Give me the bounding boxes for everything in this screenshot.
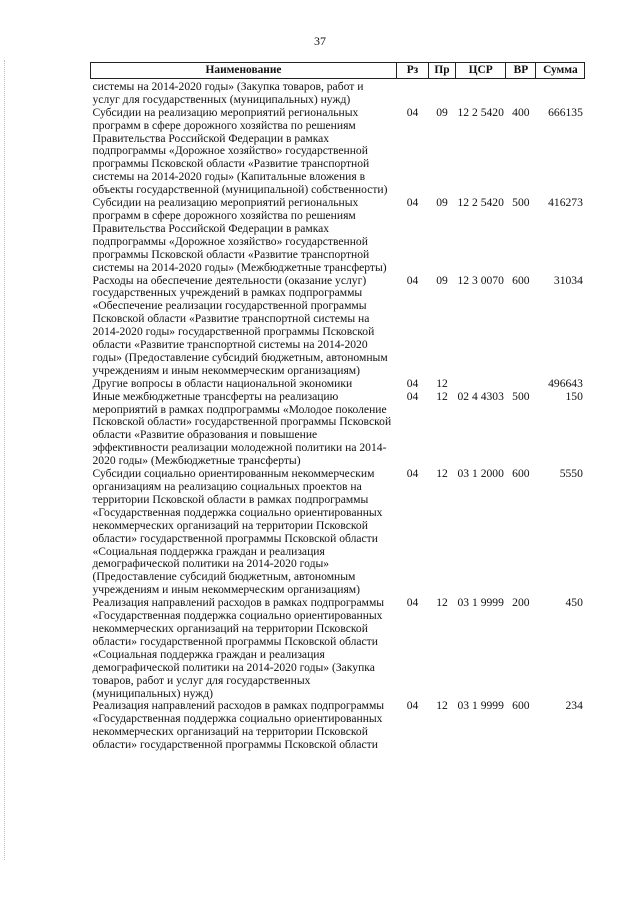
table-row	[91, 275, 585, 378]
table-row	[91, 378, 585, 391]
row-pr: 12	[436, 389, 448, 403]
table-row	[91, 468, 585, 597]
row-name: Иные межбюджетные трансферты на реализацию мероприятий в рамках подпрограммы «Молодое поколение Псковской области» государственной программы Псковской области «Развитие образования и повышение эффективности реализации молодежной политики на 2014-2020 годы» (Межбюджетные трансферты)	[92, 389, 392, 468]
row-rz: 04	[406, 273, 419, 287]
row-rz	[397, 78, 429, 106]
row-name: Реализация направлений расходов в рамках подпрограммы «Государственная поддержка социально ориентированных некоммерческих организаций на территории Псковской области» государственной программы Псковской области	[92, 699, 385, 752]
header-csr: ЦСР	[456, 63, 506, 79]
row-sum: 150	[565, 389, 583, 403]
row-sum: 31034	[553, 273, 583, 287]
row-pr: 09	[436, 196, 448, 210]
table-row	[91, 700, 585, 752]
row-rz: 04	[406, 105, 419, 119]
row-pr: 12	[436, 596, 448, 610]
header-vr: ВР	[506, 63, 536, 79]
row-pr: 09	[436, 273, 448, 287]
page-number: 37	[314, 34, 326, 48]
header-pr: Пр	[429, 63, 456, 79]
header-sum: Сумма	[536, 63, 585, 79]
row-vr	[506, 378, 536, 391]
row-vr: 600	[512, 273, 530, 287]
row-vr: 600	[512, 699, 530, 713]
table-header-row	[91, 63, 585, 79]
row-vr: 500	[512, 389, 530, 403]
row-vr: 200	[512, 596, 530, 610]
row-pr: 12	[436, 376, 448, 390]
row-csr: 12 2 5420	[457, 105, 504, 119]
row-name: Субсидии на реализацию мероприятий региональных программ в сфере дорожного хозяйства по решениям Правительства Российской Федерации в рамках подпрограммы «Дорожное хозяйство» государственной программы Псковской области «Развитие транспортной системы на 2014-2020 годы» (Капитальные вложения в объекты государственной (муниципальной) собственности)	[92, 105, 388, 197]
table-row	[91, 78, 585, 106]
row-rz: 04	[406, 596, 419, 610]
row-name: Субсидии на реализацию мероприятий региональных программ в сфере дорожного хозяйства по решениям Правительства Российской Федерации в рамках подпрограммы «Дорожное хозяйство» государственной программы Псковской области «Развитие транспортной системы на 2014-2020 годы» (Межбюджетные трансферты)	[92, 196, 387, 274]
row-vr: 500	[512, 196, 530, 210]
row-csr: 12 3 0070	[457, 273, 504, 287]
row-csr: 03 1 9999	[457, 699, 504, 713]
row-sum: 496643	[548, 376, 583, 390]
row-sum: 450	[565, 596, 583, 610]
row-csr	[456, 378, 506, 391]
row-vr	[506, 78, 536, 106]
row-rz: 04	[406, 699, 419, 713]
header-name: Наименование	[91, 63, 397, 79]
row-sum: 5550	[559, 467, 583, 481]
row-rz: 04	[406, 196, 419, 210]
row-rz: 04	[406, 467, 419, 481]
row-name: системы на 2014-2020 годы» (Закупка товаров, работ и услуг для государственных (муниципальных) нужд)	[92, 79, 364, 106]
row-csr: 12 2 5420	[457, 196, 504, 210]
table-row	[91, 391, 585, 468]
row-pr: 12	[436, 467, 448, 481]
row-name: Субсидии социально ориентированным некоммерческим организациям на реализацию социальных проектов на территории Псковской области в рамках подпрограммы «Государственная поддержка социально ориентированных некоммерческих организаций на территории Псковской области» государственной программы Псковской области «Социальная поддержка граждан и реализация демографической политики на 2014-2020 годы» (Предоставление субсидий бюджетным, автономным учреждениям и иным некоммерческим организациям)	[92, 467, 383, 597]
row-vr: 400	[512, 105, 530, 119]
row-pr	[429, 78, 456, 106]
row-name: Другие вопросы в области национальной экономики	[92, 376, 353, 390]
row-csr: 03 1 2000	[457, 467, 504, 481]
row-csr: 03 1 9999	[457, 596, 504, 610]
budget-table	[90, 62, 585, 752]
table-row	[91, 197, 585, 274]
table-row	[91, 597, 585, 700]
scan-edge-line	[4, 60, 6, 860]
row-pr: 12	[436, 699, 448, 713]
table-row	[91, 107, 585, 197]
row-sum: 666135	[548, 105, 583, 119]
row-vr: 600	[512, 467, 530, 481]
row-rz: 04	[406, 376, 419, 390]
row-sum: 234	[565, 699, 583, 713]
row-name: Реализация направлений расходов в рамках подпрограммы «Государственная поддержка социально ориентированных некоммерческих организаций на территории Псковской области» государственной программы Псковской области «Социальная поддержка граждан и реализация демографической политики на 2014-2020 годы» (Закупка товаров, работ и услуг для государственных (муниципальных) нужд)	[92, 596, 385, 700]
row-csr: 02 4 4303	[457, 389, 504, 403]
row-sum	[536, 78, 585, 106]
row-pr: 09	[436, 105, 448, 119]
header-rz: Рз	[397, 63, 429, 79]
row-rz: 04	[406, 389, 419, 403]
row-sum: 416273	[548, 196, 583, 210]
row-name: Расходы на обеспечение деятельности (оказание услуг) государственных учреждений в рамках подпрограммы «Обеспечение реализации государственной программы Псковской области «Развитие транспортной системы на 2014-2020 годы» государственной программы Псковской области «Развитие транспортной системы на 2014-2020 годы» (Предоставление субсидий бюджетным, автономным учреждениям и иным некоммерческим организациям)	[92, 273, 388, 377]
row-csr	[456, 78, 506, 106]
